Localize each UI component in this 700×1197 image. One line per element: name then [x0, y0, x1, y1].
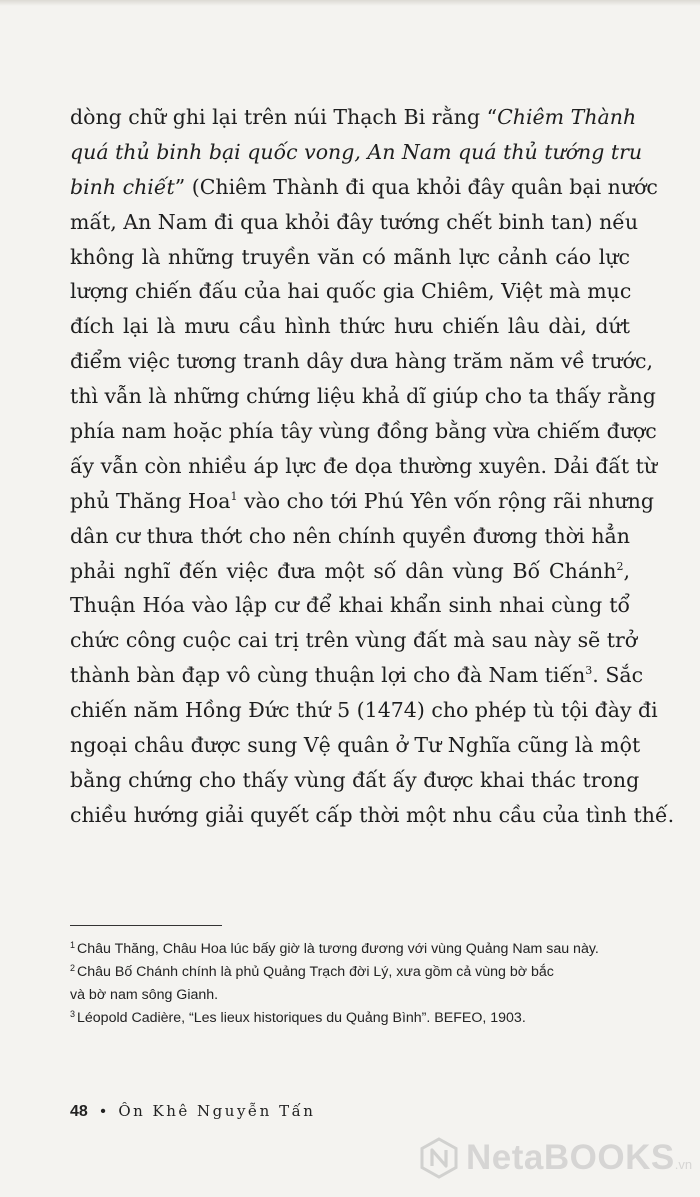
body-line-text: lượng chiến đấu của hai quốc gia Chiêm, Việt mà mục: [70, 279, 632, 304]
body-line: [70, 240, 630, 275]
body-line-italic: Chiêm Thành: [497, 105, 637, 129]
netabooks-logo-icon: [418, 1137, 460, 1179]
footnote: [70, 938, 640, 961]
body-line: [70, 588, 630, 623]
body-line-text: không là những truyền văn có mãnh lực cảnh cáo lực: [70, 244, 630, 269]
netabooks-watermark: [418, 1133, 692, 1183]
body-line-text: bằng chứng cho thấy vùng đất ấy được khai thác trong: [70, 767, 640, 792]
body-line-text: điểm việc tương tranh dây dưa hàng trăm năm về trước,: [70, 349, 653, 374]
body-line: [70, 274, 630, 309]
body-line: [70, 414, 657, 449]
body-line-text: dòng chữ ghi lại trên núi Thạch Bi rằng “: [70, 105, 498, 129]
page-footer: [70, 1102, 315, 1121]
body-line: [70, 205, 639, 240]
footnotes: [70, 938, 640, 1030]
footnote-number: 3: [70, 1009, 76, 1019]
body-line: [70, 798, 675, 833]
body-line: [70, 693, 658, 728]
footer-separator: •: [100, 1103, 106, 1120]
body-line-text: ,: [623, 558, 630, 583]
body-line-text: phía nam hoặc phía tây vùng đồng bằng vừa chiếm được: [70, 419, 657, 444]
body-line: [70, 519, 630, 554]
body-line-text: ngoại châu được sung Vệ quân ở Tư Nghĩa cũng là một: [70, 733, 641, 758]
body-line-text: ” (Chiêm Thành đi qua khỏi đây quân bại nước: [174, 174, 658, 199]
body-line-text: vào cho tới Phú Yên vốn rộng rãi nhưng: [237, 488, 654, 513]
body-line-text: phủ Thăng Hoa: [70, 488, 231, 513]
footnote-number: 1: [70, 940, 76, 950]
body-line-text: đích lại là mưu cầu hình thức hưu chiến lâu dài, dứt: [70, 314, 630, 339]
footnote-number: 2: [70, 963, 76, 973]
body-line-text: Thuận Hóa vào lập cư để khai khẩn sinh nhai cùng tổ: [70, 593, 630, 618]
footnote-text: Châu Bố Chánh chính là phủ Quảng Trạch đời Lý, xưa gồm cả vùng bờ bắc: [77, 964, 554, 980]
footnote: [70, 961, 640, 984]
watermark-text: NetaBOOKS.vn: [466, 1138, 693, 1177]
body-line: [70, 170, 658, 205]
body-line-text: thành bàn đạp vô cùng thuận lợi cho đà Nam tiến: [70, 663, 586, 688]
body-line-text: . Sắc: [592, 663, 644, 688]
footnote: [70, 1007, 640, 1030]
footnote-text: Châu Thăng, Châu Hoa lúc bấy giờ là tương đương với vùng Quảng Nam sau này.: [77, 941, 599, 957]
footnote-divider: [70, 925, 222, 926]
page-number: 48: [70, 1103, 88, 1120]
body-line: [70, 623, 638, 658]
body-line-text: phải nghĩ đến việc đưa một số dân vùng Bố Chánh: [70, 558, 617, 583]
body-line: [70, 484, 654, 519]
body-line-text: dân cư thưa thớt cho nên chính quyền đương thời hẳn: [70, 523, 630, 548]
body-line-italic: binh chiết: [70, 174, 175, 199]
body-line: [70, 728, 641, 763]
body-line: [70, 100, 637, 135]
body-line: [70, 379, 656, 414]
footnote-text: và bờ nam sông Gianh.: [70, 987, 219, 1003]
author-name: Ôn Khê Nguyễn Tấn: [118, 1102, 316, 1120]
body-line-text: chức công cuộc cai trị trên vùng đất mà sau này sẽ trở: [70, 628, 638, 653]
body-line-text: ấy vẫn còn nhiều áp lực đe dọa thường xuyên. Dải đất từ: [70, 453, 658, 478]
body-line-text: chiều hướng giải quyết cấp thời một nhu cầu của tình thế.: [70, 802, 675, 827]
footnote-ref: 3: [585, 664, 593, 678]
body-line-text: chiến năm Hồng Đức thứ 5 (1474) cho phép tù tội đày đi: [70, 698, 658, 723]
body-line: [70, 658, 644, 693]
body-line-text: mất, An Nam đi qua khỏi đây tướng chết binh tan) nếu: [70, 209, 639, 234]
body-line: [70, 554, 630, 589]
body-line: [70, 763, 640, 798]
body-line-text: thì vẫn là những chứng liệu khả dĩ giúp cho ta thấy rằng: [70, 384, 656, 409]
page-top-edge: [0, 0, 700, 6]
footnote-text: Léopold Cadière, “Les lieux historiques du Quảng Bình”. BEFEO, 1903.: [77, 1010, 526, 1026]
footnote-ref: 1: [230, 489, 238, 503]
body-line-italic: quá thủ binh bại quốc vong, An Nam quá thủ tướng tru: [70, 139, 643, 164]
footnote-ref: 2: [616, 559, 624, 573]
body-line: [70, 135, 643, 170]
body-line: [70, 309, 630, 344]
body-line: [70, 344, 653, 379]
body-text: [70, 100, 675, 833]
footnote: [70, 984, 640, 1007]
body-line: [70, 449, 658, 484]
